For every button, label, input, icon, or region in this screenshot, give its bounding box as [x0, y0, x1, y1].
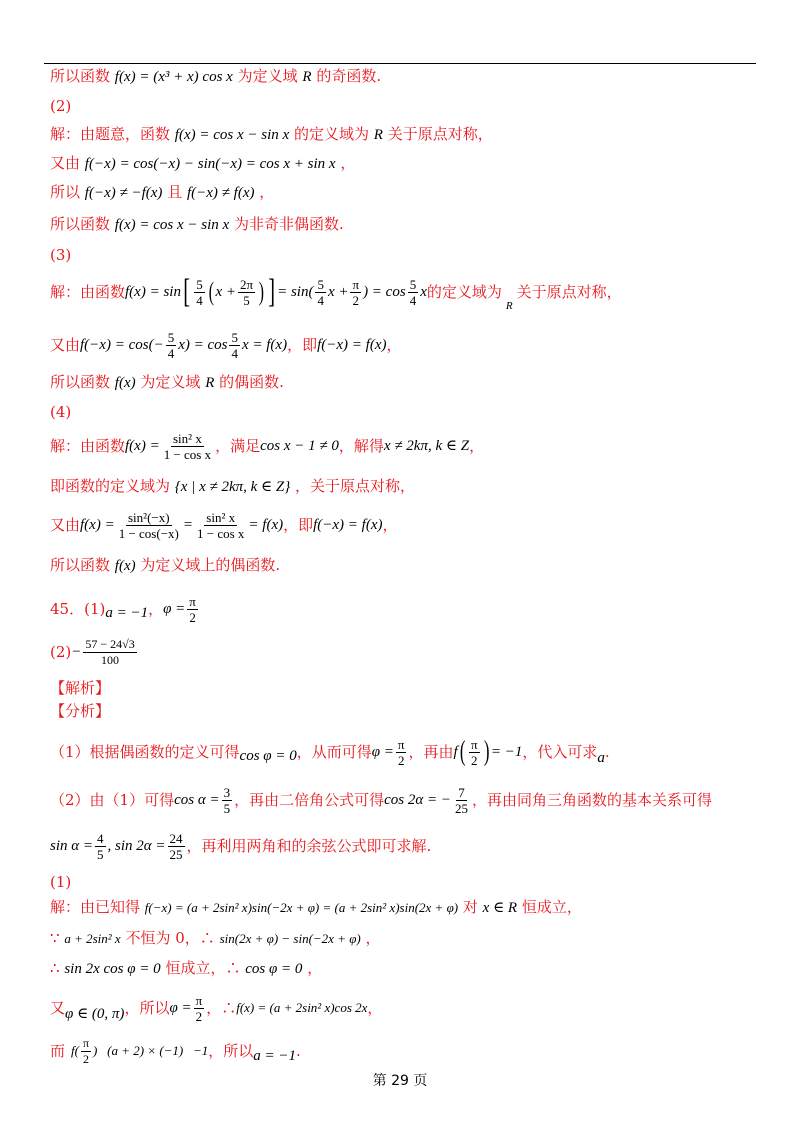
formula: a = −1 [253, 1048, 297, 1064]
text-line [50, 66, 381, 87]
question-answer [50, 590, 200, 628]
formula: {x | x ≠ 2kπ, k ∈ Z} [174, 479, 291, 495]
text: 的定义域为 [426, 283, 502, 301]
formula: f(x) = [80, 517, 115, 533]
text: 又由 [50, 154, 81, 172]
formula: , sin 2α = [107, 838, 166, 854]
fraction [95, 831, 106, 862]
formula: f(x) = sin [125, 284, 181, 300]
fraction [222, 785, 233, 816]
denominator: 2 [189, 609, 196, 625]
text: 解：由函数 [50, 283, 126, 301]
text: (2) [50, 643, 72, 661]
text-line [50, 372, 284, 393]
text: ，代入可求 [522, 743, 598, 761]
numerator: π [195, 992, 203, 1008]
text: ∵ [50, 929, 60, 947]
formula: cos x − 1 ≠ 0 [260, 438, 339, 454]
text: ， [259, 183, 275, 201]
section-heading: (3) [50, 246, 72, 264]
formula: f(−x) = (a + 2sin² x)sin(−2x + φ) = (a + 2sin² x)sin(2x + φ) [144, 900, 459, 915]
formula: = [182, 517, 193, 533]
fraction [238, 277, 255, 308]
section-label: 【解析】 [50, 679, 111, 697]
text-line [50, 214, 344, 235]
fraction [350, 277, 361, 308]
denominator: 25 [169, 846, 183, 862]
text: 的定义域为 [293, 125, 369, 143]
numerator: 2π [240, 276, 254, 292]
fraction [195, 510, 246, 541]
formula: x ≠ 2kπ, k ∈ Z [383, 438, 470, 454]
numerator: π [352, 276, 360, 292]
formula: x + [327, 284, 349, 300]
text: 解：由题意，函数 [50, 125, 171, 143]
denominator: 5 [97, 846, 104, 862]
formula: f(−x) = f(x) [313, 517, 383, 533]
denominator: 4 [317, 292, 324, 308]
text: 又由 [50, 516, 81, 534]
text: 关于原点对称， [387, 125, 493, 143]
text: 为定义域 [237, 67, 298, 85]
numerator: 57 − 24√3 [85, 636, 135, 651]
formula: − [71, 644, 82, 660]
denominator: 100 [101, 652, 120, 667]
text: （1）根据偶函数的定义可得 [50, 743, 240, 761]
text-line [50, 928, 381, 949]
denominator: 5 [223, 800, 231, 816]
formula: f(−x) = f(x) [317, 337, 387, 353]
text: ， [382, 516, 398, 534]
text: 所以 [50, 183, 81, 201]
denominator: 4 [409, 292, 417, 308]
formula: R [205, 375, 215, 391]
section-heading: (2) [50, 97, 72, 115]
left-paren-icon: ( [208, 277, 214, 306]
text: 解：由已知得 [50, 898, 141, 916]
numerator: 5 [167, 329, 175, 345]
text: 且 [167, 183, 183, 201]
text-line [50, 780, 712, 820]
fraction [187, 594, 198, 625]
section-label: 【分析】 [50, 702, 111, 720]
formula: x [420, 284, 427, 300]
left-paren-icon: ( [459, 736, 466, 767]
formula: sin α = [50, 838, 94, 854]
denominator: 4 [167, 345, 175, 361]
formula: x + [215, 284, 236, 300]
formula: φ = [169, 1000, 192, 1016]
formula: φ = [163, 601, 186, 617]
text: 解：由函数 [50, 437, 126, 455]
formula: f(x) [114, 558, 136, 574]
text: ， [148, 600, 164, 618]
formula: x = f(x) [241, 337, 288, 353]
formula: x) = cos [178, 337, 228, 353]
text: 所以函数 [50, 67, 111, 85]
section-heading: (4) [50, 403, 72, 421]
fraction [194, 277, 205, 308]
text: ， [340, 154, 356, 172]
denominator: 1 − cos x [163, 446, 212, 462]
right-paren-icon: ) [483, 736, 490, 767]
text-line [50, 426, 484, 466]
text: 的偶函数. [219, 373, 284, 391]
denominator: 4 [196, 292, 203, 308]
text-line [50, 826, 431, 866]
numerator: 5 [409, 276, 417, 292]
text-line [50, 326, 401, 364]
fraction [81, 1036, 91, 1067]
text: 又由 [50, 336, 81, 354]
fraction [83, 637, 136, 668]
text: 所以函数 [50, 556, 111, 574]
formula: a = −1 [105, 605, 149, 621]
formula: a [597, 750, 605, 766]
formula: f(x) = (a + 2sin² x)cos 2x [236, 1000, 368, 1015]
text-line [50, 988, 382, 1028]
text: ，即 [283, 516, 314, 534]
denominator: 25 [454, 800, 468, 816]
formula: f [453, 744, 458, 760]
numerator: π [397, 736, 405, 752]
text: ， [469, 437, 485, 455]
formula: a + 2sin² x [64, 931, 121, 946]
numerator: 4 [97, 830, 104, 846]
text: ，从而可得 [296, 743, 372, 761]
denominator: 2 [397, 752, 405, 768]
formula: f(−x) ≠ −f(x) [84, 185, 163, 201]
formula: sin 2x cos φ = 0 [64, 961, 161, 977]
text: ，再由二倍角公式可得 [234, 791, 385, 809]
formula: f(x) [114, 375, 136, 391]
formula: f(x) = [125, 438, 160, 454]
fraction [315, 277, 326, 308]
formula: R [373, 127, 383, 143]
denominator: 4 [231, 345, 238, 361]
formula: ) (a + 2) × (−1) −1 [93, 1043, 209, 1058]
formula: f(−x) ≠ f(x) [186, 185, 255, 201]
fraction [396, 737, 407, 768]
text: 而 [50, 1042, 66, 1060]
text: ，再由同角三角函数的基本关系可得 [471, 791, 712, 809]
numerator: π [189, 593, 196, 609]
text: ，关于原点对称， [295, 477, 416, 495]
denominator: 1 − cos(−x) [118, 525, 179, 541]
text-line [50, 1034, 301, 1068]
page-number: 第 29 页 [372, 1073, 428, 1089]
fraction [469, 737, 480, 768]
numerator: 24 [169, 830, 183, 846]
numerator: π [82, 1035, 90, 1050]
text: ，即 [287, 336, 318, 354]
numerator: 7 [458, 784, 465, 800]
fraction [162, 431, 213, 462]
text: ， [365, 929, 381, 947]
formula: R [302, 69, 312, 85]
text: ，再由 [408, 743, 454, 761]
header-rule [44, 63, 756, 64]
right-bracket-icon: ] [268, 273, 275, 310]
numerator: sin² x [206, 509, 236, 525]
denominator: 2 [83, 1051, 89, 1066]
text: 恒成立，∴ [165, 959, 241, 977]
text: 为定义域上的偶函数. [140, 556, 281, 574]
numerator: sin² x [173, 430, 202, 446]
text: 不恒为 0，∴ [125, 929, 215, 947]
formula: = f(x) [248, 517, 284, 533]
text: 的奇函数. [316, 67, 382, 85]
fraction [453, 785, 470, 816]
formula: f( [71, 1043, 79, 1058]
formula: φ = [371, 744, 394, 760]
fraction [408, 277, 419, 308]
text: ，所以 [124, 999, 170, 1017]
text-line [50, 732, 610, 772]
text-line [50, 476, 415, 497]
text: ，再利用两角和的余弦公式即可求解. [186, 837, 432, 855]
text-line [50, 555, 280, 576]
formula: x ∈ R [482, 900, 518, 916]
text-line [50, 153, 355, 174]
text: 为定义域 [140, 373, 201, 391]
formula: cos φ = 0 [239, 748, 297, 764]
numerator: sin²(−x) [128, 509, 170, 525]
formula: = sin( [277, 284, 314, 300]
text-line [50, 270, 622, 314]
text: 所以函数 [50, 373, 111, 391]
text-line [50, 124, 493, 145]
fraction [229, 330, 240, 361]
formula: f(x) = cos x − sin x [174, 127, 290, 143]
text-line [50, 504, 398, 546]
denominator: 2 [352, 292, 360, 308]
text: . [604, 743, 610, 761]
denominator: 2 [195, 1008, 203, 1024]
text: . [296, 1042, 301, 1060]
numerator: 5 [231, 329, 238, 345]
left-bracket-icon: [ [183, 273, 191, 310]
numerator: 5 [317, 276, 324, 292]
text: ，∴ [206, 999, 237, 1017]
formula: f(x) = (x³ + x) cos x [114, 69, 233, 85]
denominator: 5 [243, 292, 250, 308]
right-paren-icon: ) [258, 277, 265, 306]
formula: f(−x) = cos(−x) − sin(−x) = cos x + sin x [84, 156, 336, 172]
text: ，解得 [338, 437, 384, 455]
question-answer [50, 634, 139, 670]
formula: = −1 [490, 744, 523, 760]
numerator: π [471, 736, 478, 752]
formula: sin(2x + φ) − sin(−2x + φ) [219, 931, 361, 946]
formula: cos φ = 0 [245, 961, 303, 977]
numerator: 3 [223, 784, 231, 800]
fraction [117, 510, 181, 541]
formula: cos α = [174, 792, 220, 808]
text: 恒成立， [521, 898, 582, 916]
text: 对 [462, 898, 478, 916]
text: ， [307, 959, 323, 977]
formula: f(−x) = cos(− [80, 337, 164, 353]
text-line [50, 897, 582, 918]
text: 即函数的定义域为 [50, 477, 171, 495]
formula: R [505, 300, 513, 312]
question-number: 45．(1) [50, 600, 106, 618]
text: ，满足 [215, 437, 261, 455]
text: ， [386, 336, 402, 354]
text: （2）由（1）可得 [50, 791, 175, 809]
text: 所以函数 [50, 215, 111, 233]
fraction [194, 993, 205, 1024]
denominator: 2 [471, 752, 478, 768]
fraction [168, 831, 185, 862]
text: 又 [50, 999, 66, 1017]
text: 关于原点对称， [516, 283, 622, 301]
formula: φ ∈ (0, π) [65, 1006, 125, 1022]
text: 为非奇非偶函数. [233, 215, 344, 233]
denominator: 1 − cos x [196, 525, 245, 541]
fraction [166, 330, 177, 361]
text: ，所以 [208, 1042, 254, 1060]
formula: ) = cos [363, 284, 406, 300]
formula: f(x) = cos x − sin x [114, 217, 230, 233]
formula: cos 2α = − [384, 792, 451, 808]
section-heading: (1) [50, 873, 72, 891]
text-line [50, 958, 322, 979]
text-line [50, 182, 274, 203]
numerator: 5 [196, 276, 203, 292]
text: ， [367, 999, 383, 1017]
text: ∴ [50, 959, 60, 977]
